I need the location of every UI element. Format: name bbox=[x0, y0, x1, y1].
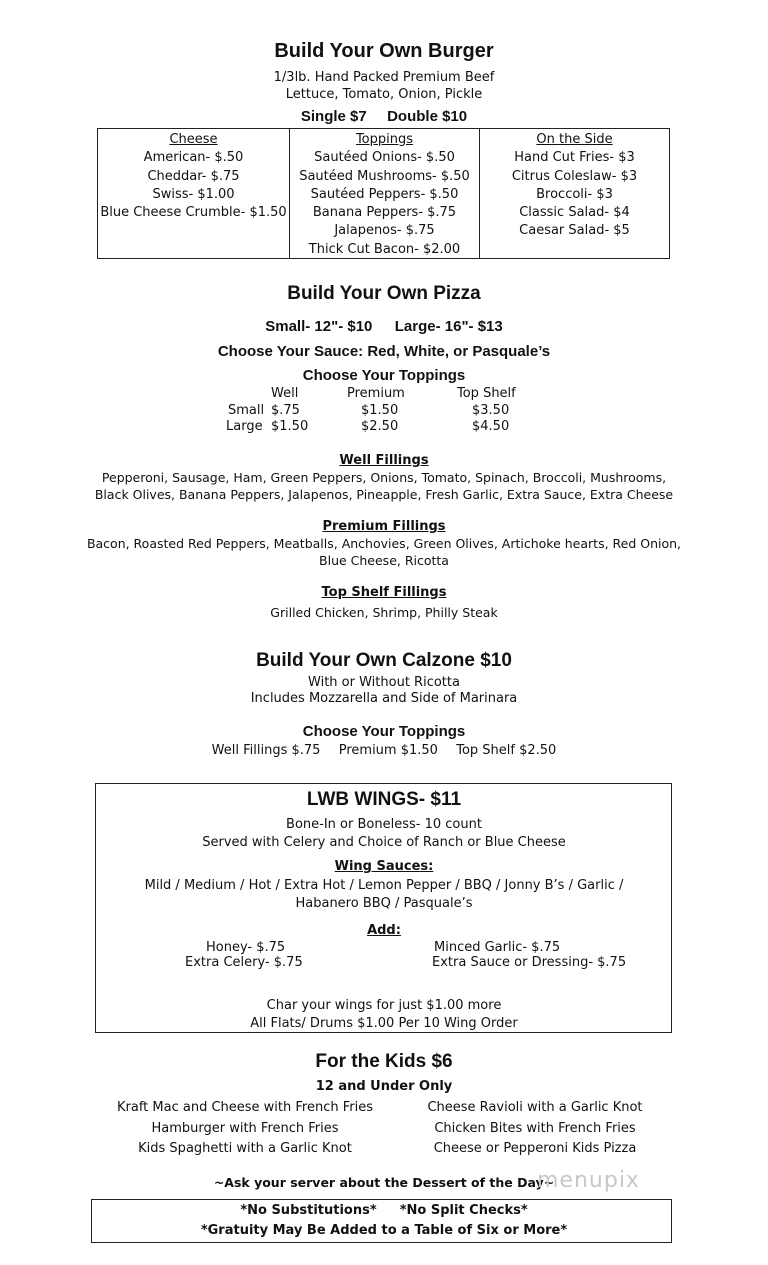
toppings-header: Toppings bbox=[355, 132, 414, 147]
wing-sauces-title: Wing Sauces: bbox=[334, 859, 434, 874]
calzone-well-price: Well Fillings $.75 bbox=[211, 743, 321, 758]
burger-desc-1: 1/3lb. Hand Packed Premium Beef bbox=[273, 70, 495, 85]
wings-title: LWB WINGS- $11 bbox=[306, 789, 462, 810]
calzone-topping-prices bbox=[0, 742, 768, 759]
calzone-title: Build Your Own Calzone $10 bbox=[256, 650, 512, 671]
cheese-column bbox=[98, 129, 289, 258]
cheese-item: Blue Cheese Crumble- $1.50 bbox=[100, 205, 287, 221]
burger-prices bbox=[0, 108, 768, 125]
pizza-toppings-title: Choose Your Toppings bbox=[302, 367, 466, 384]
no-split-checks: *No Split Checks* bbox=[399, 1203, 528, 1218]
burger-single-price: Single $7 bbox=[300, 108, 367, 125]
pizza-col-header: Premium bbox=[347, 386, 405, 401]
dessert-note: ~Ask your server about the Dessert of the Day~ bbox=[213, 1175, 555, 1190]
add-minced-garlic: Minced Garlic- $.75 bbox=[434, 940, 561, 955]
well-fillings-list-1: Pepperoni, Sausage, Ham, Green Peppers, Onions, Tomato, Spinach, Broccoli, Mushrooms, bbox=[101, 470, 667, 485]
pizza-price: $1.50 bbox=[271, 419, 309, 434]
kids-menu-left bbox=[100, 1098, 390, 1160]
pizza-sauce: Choose Your Sauce: Red, White, or Pasquale’s bbox=[217, 343, 551, 360]
calzone-top-shelf-price: Top Shelf $2.50 bbox=[456, 743, 557, 758]
side-item: Classic Salad- $4 bbox=[519, 205, 630, 221]
topping-item: Sautéed Mushrooms- $.50 bbox=[299, 168, 470, 184]
toppings-column bbox=[289, 129, 479, 258]
pizza-row-label: Small bbox=[228, 402, 265, 418]
wings-desc-1: Bone-In or Boneless- 10 count bbox=[286, 817, 482, 832]
add-honey: Honey- $.75 bbox=[206, 940, 286, 955]
topping-item: Banana Peppers- $.75 bbox=[312, 205, 457, 221]
pizza-col-header: Top Shelf bbox=[457, 386, 516, 401]
wing-sauces-list-1: Mild / Medium / Hot / Extra Hot / Lemon Pepper / BBQ / Jonny B’s / Garlic / bbox=[144, 878, 624, 893]
watermark: menupix bbox=[537, 1168, 640, 1193]
footer-line-1 bbox=[0, 1203, 768, 1218]
topping-item: Jalapenos- $.75 bbox=[334, 223, 435, 239]
top-shelf-fillings-title: Top Shelf Fillings bbox=[321, 585, 447, 600]
pizza-table-row bbox=[220, 403, 550, 420]
top-shelf-fillings-list: Grilled Chicken, Shrimp, Philly Steak bbox=[270, 605, 498, 620]
pizza-price: $4.50 bbox=[472, 419, 510, 434]
cheese-item: American- $.50 bbox=[143, 150, 244, 166]
well-fillings-title: Well Fillings bbox=[339, 453, 429, 468]
wings-flats-note: All Flats/ Drums $1.00 Per 10 Wing Order bbox=[250, 1016, 518, 1031]
pizza-price: $3.50 bbox=[472, 402, 510, 418]
pizza-title: Build Your Own Pizza bbox=[287, 283, 481, 304]
calzone-desc-1: With or Without Ricotta bbox=[308, 675, 460, 690]
cheese-item: Cheddar- $.75 bbox=[147, 168, 240, 184]
side-column bbox=[479, 129, 669, 258]
burger-options-table bbox=[97, 128, 670, 259]
pizza-price: $.75 bbox=[271, 402, 300, 418]
add-extra-celery: Extra Celery- $.75 bbox=[185, 955, 303, 970]
kids-item: Hamburger with French Fries bbox=[151, 1120, 339, 1136]
topping-item: Thick Cut Bacon- $2.00 bbox=[308, 241, 461, 257]
well-fillings-list-2: Black Olives, Banana Peppers, Jalapenos, Pineapple, Fresh Garlic, Extra Sauce, Extra Cheese bbox=[94, 487, 674, 502]
topping-item: Sautéed Onions- $.50 bbox=[314, 150, 455, 166]
premium-fillings-list-2: Blue Cheese, Ricotta bbox=[319, 553, 449, 568]
kids-item: Kids Spaghetti with a Garlic Knot bbox=[138, 1141, 352, 1156]
side-item: Broccoli- $3 bbox=[536, 186, 613, 202]
pizza-price: $2.50 bbox=[361, 419, 399, 434]
side-item: Citrus Coleslaw- $3 bbox=[511, 168, 638, 184]
wings-char-note: Char your wings for just $1.00 more bbox=[266, 998, 502, 1013]
pizza-large-price: Large- 16"- $13 bbox=[394, 318, 503, 335]
wings-desc-2: Served with Celery and Choice of Ranch or Blue Cheese bbox=[202, 835, 566, 850]
pizza-topping-price-table bbox=[220, 386, 550, 436]
cheese-header: Cheese bbox=[169, 132, 218, 147]
calzone-premium-price: Premium $1.50 bbox=[338, 743, 438, 758]
topping-item: Sautéed Peppers- $.50 bbox=[310, 186, 459, 202]
kids-item: Kraft Mac and Cheese with French Fries bbox=[116, 1100, 373, 1115]
calzone-desc-2: Includes Mozzarella and Side of Marinara bbox=[250, 691, 518, 706]
burger-double-price: Double $10 bbox=[387, 108, 468, 125]
pizza-small-price: Small- 12"- $10 bbox=[265, 318, 373, 335]
side-item: Hand Cut Fries- $3 bbox=[514, 150, 635, 166]
cheese-item: Swiss- $1.00 bbox=[152, 186, 235, 202]
wing-add-title: Add: bbox=[367, 923, 401, 938]
pizza-row-label: Large bbox=[226, 419, 263, 434]
pizza-sizes bbox=[0, 318, 768, 335]
no-substitutions: *No Substitutions* bbox=[240, 1203, 377, 1218]
side-item: Caesar Salad- $5 bbox=[519, 223, 630, 239]
premium-fillings-title: Premium Fillings bbox=[322, 519, 446, 534]
pizza-col-header: Well bbox=[271, 386, 299, 401]
pizza-table-row bbox=[220, 419, 550, 436]
kids-title: For the Kids $6 bbox=[315, 1051, 453, 1072]
burger-desc-2: Lettuce, Tomato, Onion, Pickle bbox=[285, 87, 483, 102]
side-header: On the Side bbox=[536, 132, 613, 147]
kids-subtitle: 12 and Under Only bbox=[315, 1079, 453, 1094]
kids-item: Chicken Bites with French Fries bbox=[434, 1120, 636, 1136]
kids-menu-right bbox=[405, 1098, 665, 1160]
calzone-toppings-title: Choose Your Toppings bbox=[302, 723, 466, 740]
footer-gratuity: *Gratuity May Be Added to a Table of Six or More* bbox=[200, 1223, 568, 1238]
burger-title: Build Your Own Burger bbox=[274, 40, 494, 62]
pizza-table-header-row bbox=[220, 386, 550, 403]
premium-fillings-list-1: Bacon, Roasted Red Peppers, Meatballs, Anchovies, Green Olives, Artichoke hearts, Red Onion, bbox=[86, 536, 682, 551]
kids-item: Cheese Ravioli with a Garlic Knot bbox=[427, 1100, 643, 1115]
pizza-price: $1.50 bbox=[361, 402, 399, 418]
wing-sauces-list-2: Habanero BBQ / Pasquale’s bbox=[295, 896, 473, 911]
kids-item: Cheese or Pepperoni Kids Pizza bbox=[433, 1141, 637, 1156]
add-extra-sauce: Extra Sauce or Dressing- $.75 bbox=[432, 955, 627, 970]
